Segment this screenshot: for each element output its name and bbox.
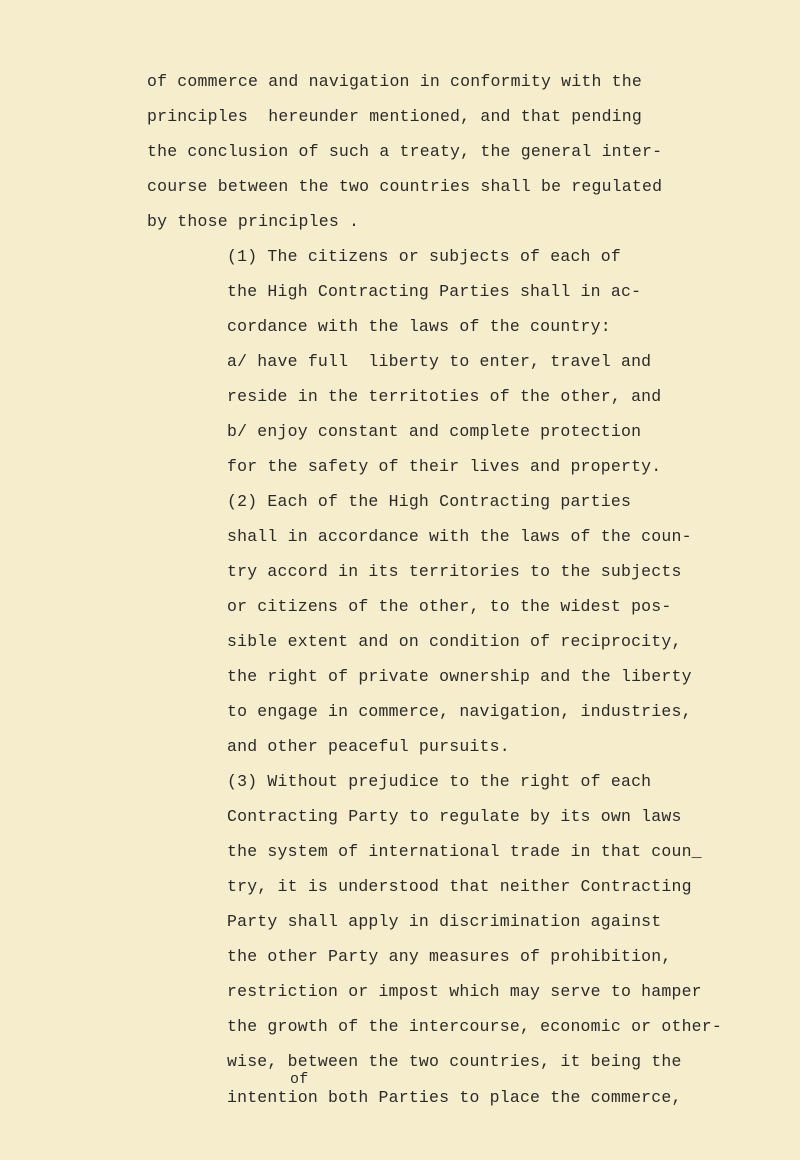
text-line: restriction or impost which may serve to hamper [227, 982, 702, 1001]
text-line: sible extent and on condition of reciprocity, [227, 632, 682, 651]
text-line: principles hereunder mentioned, and that pending [147, 107, 642, 126]
text-line: b/ enjoy constant and complete protection [227, 422, 642, 441]
text-line: the growth of the intercourse, economic or other- [227, 1017, 722, 1036]
text-line: Party shall apply in discrimination against [227, 912, 662, 931]
text-line: reside in the territoties of the other, and [227, 387, 662, 406]
text-line: intention both Parties to place the commerce, [227, 1088, 682, 1107]
text-line: the system of international trade in that coun_ [227, 842, 702, 861]
text-line: shall in accordance with the laws of the coun- [227, 527, 692, 546]
interlinear-insertion: of [290, 1071, 309, 1088]
text-line: the right of private ownership and the liberty [227, 667, 692, 686]
text-line: or citizens of the other, to the widest pos- [227, 597, 672, 616]
text-line: by those principles . [147, 212, 360, 231]
text-line: for the safety of their lives and property. [227, 457, 662, 476]
text-line: cordance with the laws of the country: [227, 317, 611, 336]
text-line: of commerce and navigation in conformity with the [147, 72, 642, 91]
text-line: Contracting Party to regulate by its own laws [227, 807, 682, 826]
text-line: (3) Without prejudice to the right of each [227, 772, 652, 791]
text-line: try, it is understood that neither Contracting [227, 877, 692, 896]
text-line: (2) Each of the High Contracting parties [227, 492, 632, 511]
text-line: wise, between the two countries, it being the [227, 1052, 682, 1071]
text-line: and other peaceful pursuits. [227, 737, 510, 756]
text-line: the High Contracting Parties shall in ac- [227, 282, 642, 301]
text-line: try accord in its territories to the subjects [227, 562, 682, 581]
text-line: to engage in commerce, navigation, industries, [227, 702, 692, 721]
text-line: course between the two countries shall be regulated [147, 177, 663, 196]
text-line: (1) The citizens or subjects of each of [227, 247, 621, 266]
text-line: the conclusion of such a treaty, the general inter- [147, 142, 663, 161]
text-line: the other Party any measures of prohibition, [227, 947, 672, 966]
text-line: a/ have full liberty to enter, travel and [227, 352, 652, 371]
